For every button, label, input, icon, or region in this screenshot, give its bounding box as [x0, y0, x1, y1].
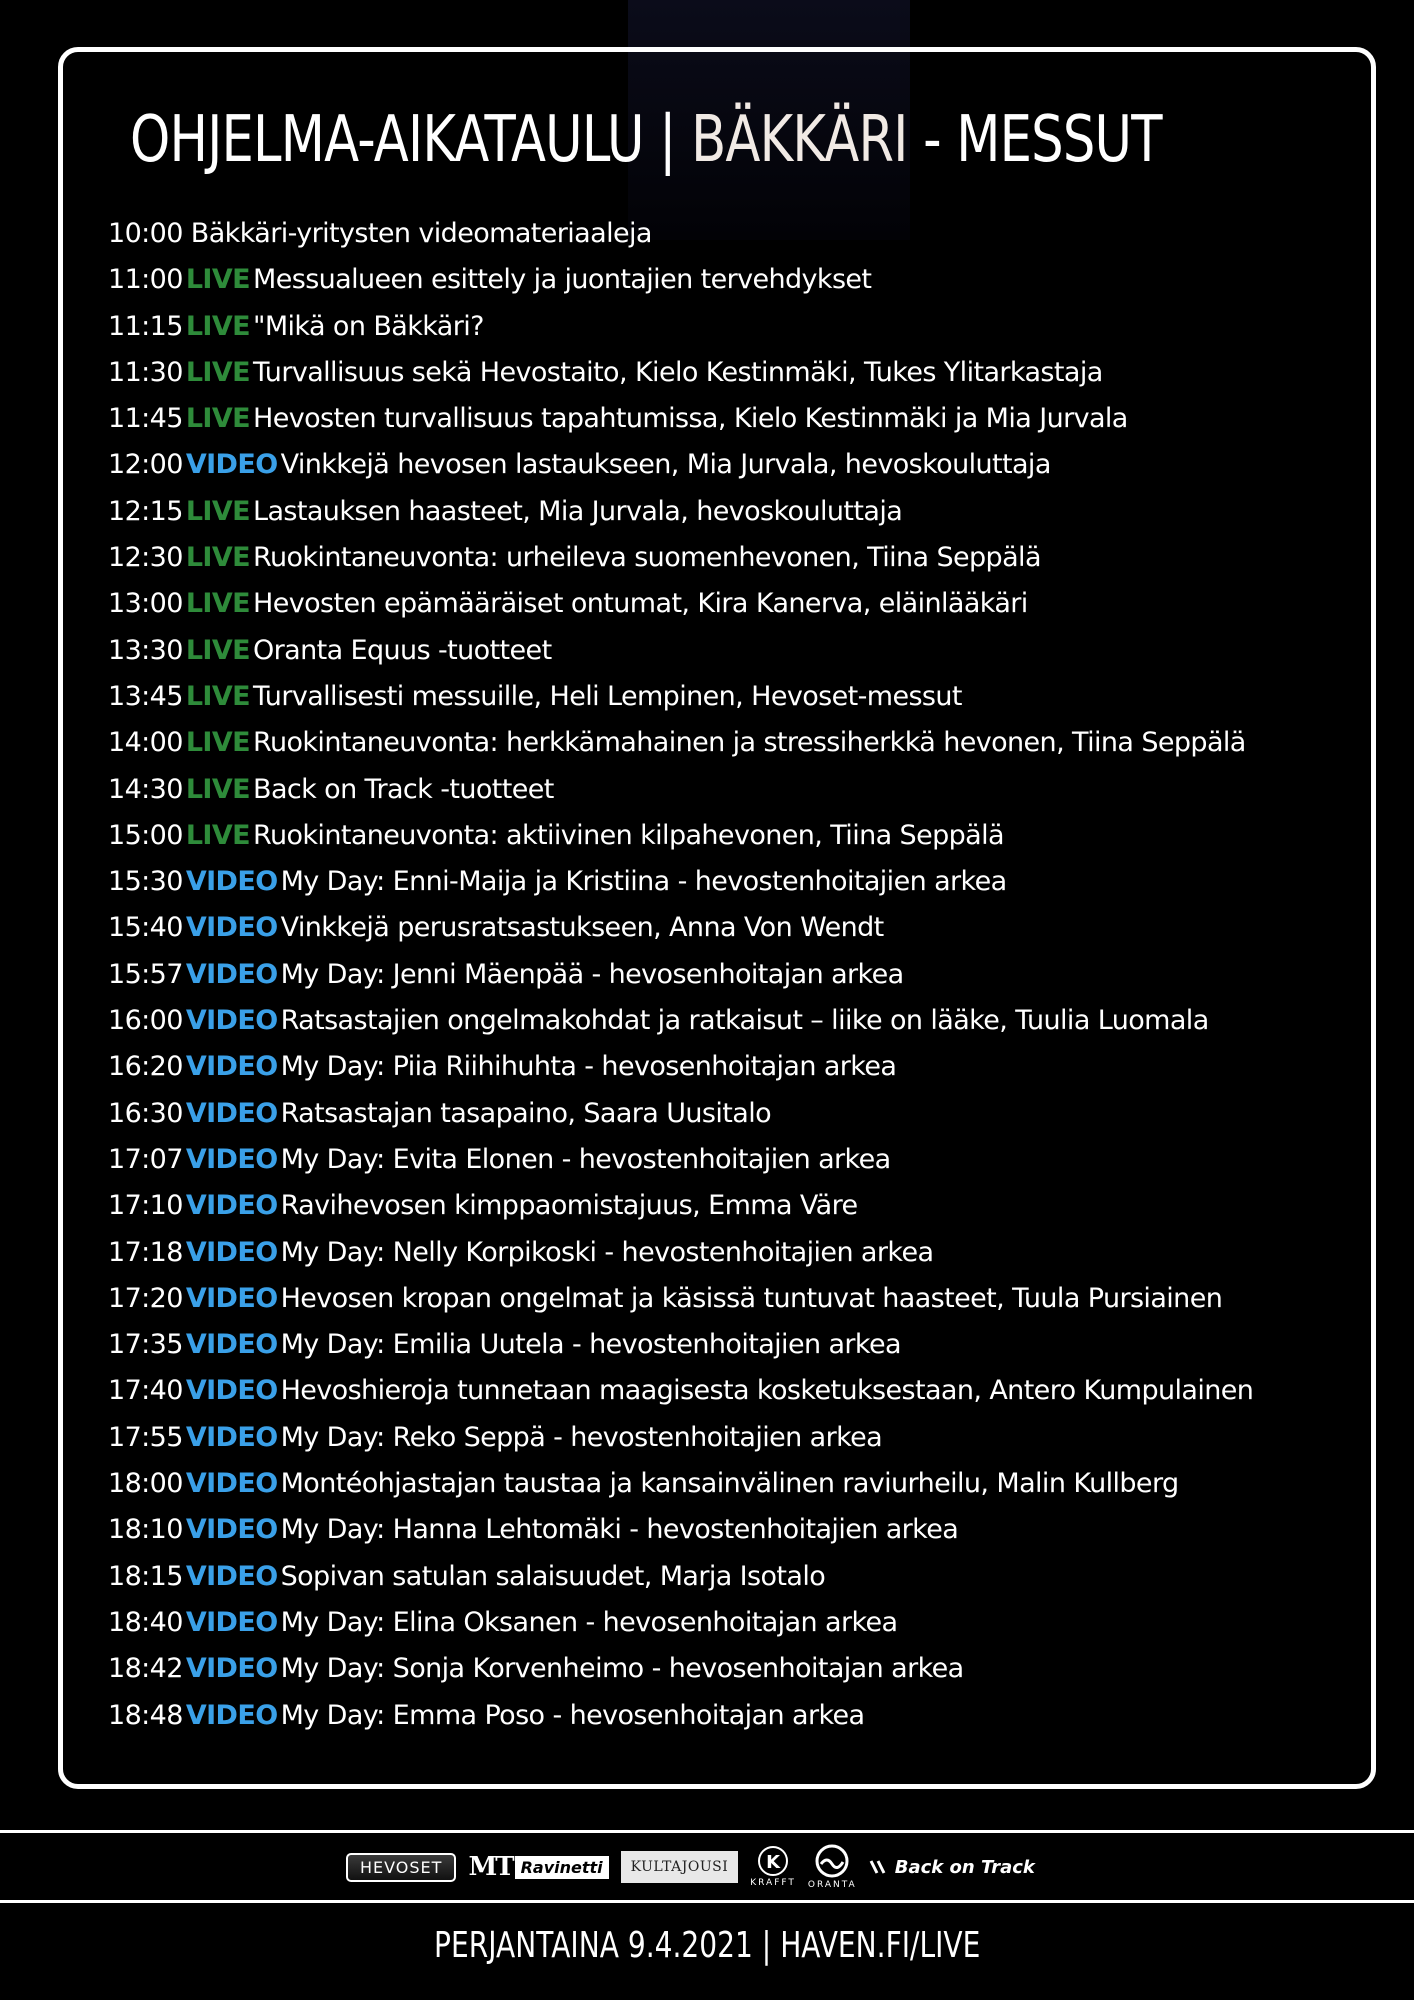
video-tag: VIDEO	[185, 1236, 278, 1268]
schedule-description: My Day: Enni-Maija ja Kristiina - hevostenhoitajien arkea	[280, 866, 1007, 898]
footer	[0, 1906, 1414, 1986]
live-tag: LIVE	[185, 356, 251, 388]
schedule-item	[108, 905, 1348, 951]
divider-top	[0, 1830, 1414, 1833]
schedule-item	[108, 1554, 1348, 1600]
live-tag: LIVE	[185, 542, 251, 574]
schedule-time: 13:30	[108, 634, 183, 666]
schedule-description: Vinkkejä perusratsastukseen, Anna Von Wendt	[280, 912, 884, 944]
video-tag: VIDEO	[185, 1097, 278, 1129]
schedule-description: My Day: Reko Seppä - hevostenhoitajien arkea	[280, 1421, 883, 1453]
video-tag: VIDEO	[185, 1282, 278, 1314]
mt-ravinetti-logo	[468, 1852, 608, 1882]
schedule-description: Bäkkäri-yritysten videomateriaaleja	[190, 218, 652, 249]
schedule-time: 17:20	[108, 1282, 183, 1314]
schedule-item	[108, 1091, 1348, 1137]
schedule-item	[108, 1322, 1348, 1368]
video-tag: VIDEO	[185, 1143, 278, 1175]
schedule-time: 14:00	[108, 727, 183, 759]
schedule-item	[108, 581, 1348, 627]
schedule-list	[108, 211, 1348, 1739]
schedule-time: 16:00	[108, 1005, 183, 1037]
hevoset-logo: HEVOSET	[346, 1853, 456, 1882]
schedule-description: "Mikä on Bäkkäri?	[253, 310, 484, 342]
schedule-item	[108, 1137, 1348, 1183]
schedule-time: 11:00	[108, 264, 183, 296]
video-tag: VIDEO	[185, 1421, 278, 1453]
title-accent: BÄKKÄRI	[691, 103, 908, 177]
video-tag: VIDEO	[185, 1468, 278, 1500]
schedule-item	[108, 535, 1348, 581]
schedule-item	[108, 257, 1348, 303]
video-tag: VIDEO	[185, 449, 278, 481]
schedule-item	[108, 1276, 1348, 1322]
schedule-description: Messualueen esittely ja juontajien tervehdykset	[253, 264, 872, 296]
video-tag: VIDEO	[185, 1560, 278, 1592]
schedule-item	[108, 628, 1348, 674]
schedule-description: Ruokintaneuvonta: urheileva suomenhevonen, Tiina Seppälä	[253, 542, 1041, 574]
schedule-time: 10:00	[108, 218, 183, 249]
back-on-track-icon	[869, 1859, 891, 1875]
schedule-item	[108, 211, 1348, 257]
oranta-logo	[808, 1844, 857, 1890]
schedule-time: 13:00	[108, 588, 183, 620]
schedule-item	[108, 489, 1348, 535]
schedule-description: Turvallisesti messuille, Heli Lempinen, Hevoset-messut	[253, 680, 962, 712]
schedule-description: My Day: Jenni Mäenpää - hevosenhoitajan arkea	[280, 958, 904, 990]
schedule-description: Ratsastajan tasapaino, Saara Uusitalo	[280, 1097, 772, 1129]
video-tag: VIDEO	[185, 958, 278, 990]
schedule-item	[108, 1230, 1348, 1276]
schedule-description: Lastauksen haasteet, Mia Jurvala, hevoskouluttaja	[253, 495, 903, 527]
schedule-item	[108, 304, 1348, 350]
krafft-logo-text: KRAFFT	[750, 1878, 796, 1888]
video-tag: VIDEO	[185, 1375, 278, 1407]
schedule-time: 12:30	[108, 542, 183, 574]
video-tag: VIDEO	[185, 1005, 278, 1037]
schedule-time: 18:00	[108, 1468, 183, 1500]
schedule-item	[108, 1183, 1348, 1229]
schedule-item	[108, 1368, 1348, 1414]
schedule-description: My Day: Hanna Lehtomäki - hevostenhoitajien arkea	[280, 1514, 959, 1546]
schedule-description: Ruokintaneuvonta: aktiivinen kilpahevonen, Tiina Seppälä	[253, 819, 1004, 851]
schedule-description: Hevoshieroja tunnetaan maagisesta kosketuksestaan, Antero Kumpulainen	[280, 1375, 1254, 1407]
live-tag: LIVE	[185, 819, 251, 851]
krafft-k-icon: K	[758, 1846, 788, 1876]
schedule-item	[108, 720, 1348, 766]
schedule-time: 17:35	[108, 1329, 183, 1361]
live-tag: LIVE	[185, 680, 251, 712]
schedule-time: 14:30	[108, 773, 183, 805]
schedule-description: Sopivan satulan salaisuudet, Marja Isotalo	[280, 1560, 826, 1592]
schedule-time: 15:30	[108, 866, 183, 898]
schedule-time: 16:20	[108, 1051, 183, 1083]
schedule-description: My Day: Nelly Korpikoski - hevostenhoitajien arkea	[280, 1236, 934, 1268]
schedule-time: 11:45	[108, 403, 183, 435]
video-tag: VIDEO	[185, 1514, 278, 1546]
schedule-item	[108, 442, 1348, 488]
back-on-track-logo	[869, 1857, 1035, 1878]
live-tag: LIVE	[185, 773, 251, 805]
schedule-time: 17:18	[108, 1236, 183, 1268]
schedule-item	[108, 674, 1348, 720]
live-tag: LIVE	[185, 634, 251, 666]
kultajousi-logo: KULTAJOUSI	[621, 1851, 739, 1883]
schedule-time: 18:15	[108, 1560, 183, 1592]
schedule-item	[108, 1415, 1348, 1461]
live-tag: LIVE	[185, 310, 251, 342]
schedule-description: Hevosten turvallisuus tapahtumissa, Kielo Kestinmäki ja Mia Jurvala	[253, 403, 1128, 435]
video-tag: VIDEO	[185, 1653, 278, 1685]
live-tag: LIVE	[185, 588, 251, 620]
mt-logo-text: MT	[468, 1852, 513, 1882]
live-tag: LIVE	[185, 403, 251, 435]
oranta-logo-text: ORANTA	[807, 1880, 857, 1890]
schedule-description: Turvallisuus sekä Hevostaito, Kielo Kestinmäki, Tukes Ylitarkastaja	[253, 356, 1103, 388]
ravinetti-logo-text: Ravinetti	[515, 1856, 609, 1879]
schedule-time: 15:57	[108, 958, 183, 990]
schedule-item	[108, 767, 1348, 813]
title-part2: - MESSUT	[907, 103, 1162, 177]
schedule-item	[108, 952, 1348, 998]
video-tag: VIDEO	[185, 1329, 278, 1361]
schedule-time: 18:10	[108, 1514, 183, 1546]
schedule-item	[108, 998, 1348, 1044]
video-tag: VIDEO	[185, 866, 278, 898]
schedule-description: Ravihevosen kimppaomistajuus, Emma Väre	[280, 1190, 858, 1222]
schedule-item	[108, 350, 1348, 396]
schedule-time: 16:30	[108, 1097, 183, 1129]
schedule-time: 15:40	[108, 912, 183, 944]
back-on-track-logo-text: Back on Track	[894, 1856, 1035, 1878]
live-tag: LIVE	[185, 495, 251, 527]
schedule-item	[108, 1461, 1348, 1507]
schedule-item	[108, 1507, 1348, 1553]
schedule-time: 11:30	[108, 356, 183, 388]
schedule-description: Back on Track -tuotteet	[253, 773, 554, 805]
schedule-item	[108, 1646, 1348, 1692]
schedule-time: 17:55	[108, 1421, 183, 1453]
schedule-time: 18:40	[108, 1606, 183, 1638]
schedule-description: My Day: Emilia Uutela - hevostenhoitajien arkea	[280, 1329, 901, 1361]
live-tag: LIVE	[185, 727, 251, 759]
title-part1: OHJELMA-AIKATAULU |	[130, 103, 692, 177]
krafft-logo	[750, 1846, 796, 1888]
schedule-time: 12:00	[108, 449, 183, 481]
schedule-time: 17:40	[108, 1375, 183, 1407]
video-tag: VIDEO	[185, 912, 278, 944]
schedule-description: Ruokintaneuvonta: herkkämahainen ja stressiherkkä hevonen, Tiina Seppälä	[253, 727, 1246, 759]
schedule-description: My Day: Elina Oksanen - hevosenhoitajan arkea	[280, 1606, 898, 1638]
oranta-icon	[815, 1844, 849, 1878]
schedule-description: Oranta Equus -tuotteet	[253, 634, 552, 666]
schedule-item	[108, 1693, 1348, 1739]
schedule-description: Montéohjastajan taustaa ja kansainvälinen raviurheilu, Malin Kullberg	[280, 1468, 1179, 1500]
schedule-description: My Day: Sonja Korvenheimo - hevosenhoitajan arkea	[280, 1653, 964, 1685]
schedule-item	[108, 396, 1348, 442]
schedule-description: Ratsastajien ongelmakohdat ja ratkaisut – liike on lääke, Tuulia Luomala	[280, 1005, 1209, 1037]
schedule-description: Hevosen kropan ongelmat ja käsissä tuntuvat haasteet, Tuula Pursiainen	[280, 1282, 1223, 1314]
schedule-item	[108, 1044, 1348, 1090]
schedule-time: 11:15	[108, 310, 183, 342]
schedule-time: 13:45	[108, 680, 183, 712]
page-title	[130, 90, 1162, 190]
schedule-item	[108, 859, 1348, 905]
schedule-description: My Day: Piia Riihihuhta - hevosenhoitajan arkea	[280, 1051, 897, 1083]
schedule-description: Vinkkejä hevosen lastaukseen, Mia Jurvala, hevoskouluttaja	[280, 449, 1051, 481]
schedule-time: 15:00	[108, 819, 183, 851]
schedule-description: My Day: Evita Elonen - hevostenhoitajien arkea	[280, 1143, 891, 1175]
schedule-description: Hevosten epämääräiset ontumat, Kira Kanerva, eläinlääkäri	[253, 588, 1028, 620]
video-tag: VIDEO	[185, 1051, 278, 1083]
live-tag: LIVE	[185, 264, 251, 296]
schedule-time: 18:48	[108, 1699, 183, 1731]
video-tag: VIDEO	[185, 1606, 278, 1638]
schedule-item	[108, 813, 1348, 859]
schedule-time: 17:10	[108, 1190, 183, 1222]
schedule-time: 18:42	[108, 1653, 183, 1685]
footer-text: PERJANTAINA 9.4.2021 | HAVEN.FI/LIVE	[433, 1925, 981, 1966]
sponsor-logos	[346, 1838, 1035, 1896]
schedule-item	[108, 1600, 1348, 1646]
video-tag: VIDEO	[185, 1190, 278, 1222]
divider-bottom	[0, 1900, 1414, 1903]
schedule-time: 12:15	[108, 495, 183, 527]
schedule-time: 17:07	[108, 1143, 183, 1175]
schedule-description: My Day: Emma Poso - hevosenhoitajan arkea	[280, 1699, 865, 1731]
video-tag: VIDEO	[185, 1699, 278, 1731]
